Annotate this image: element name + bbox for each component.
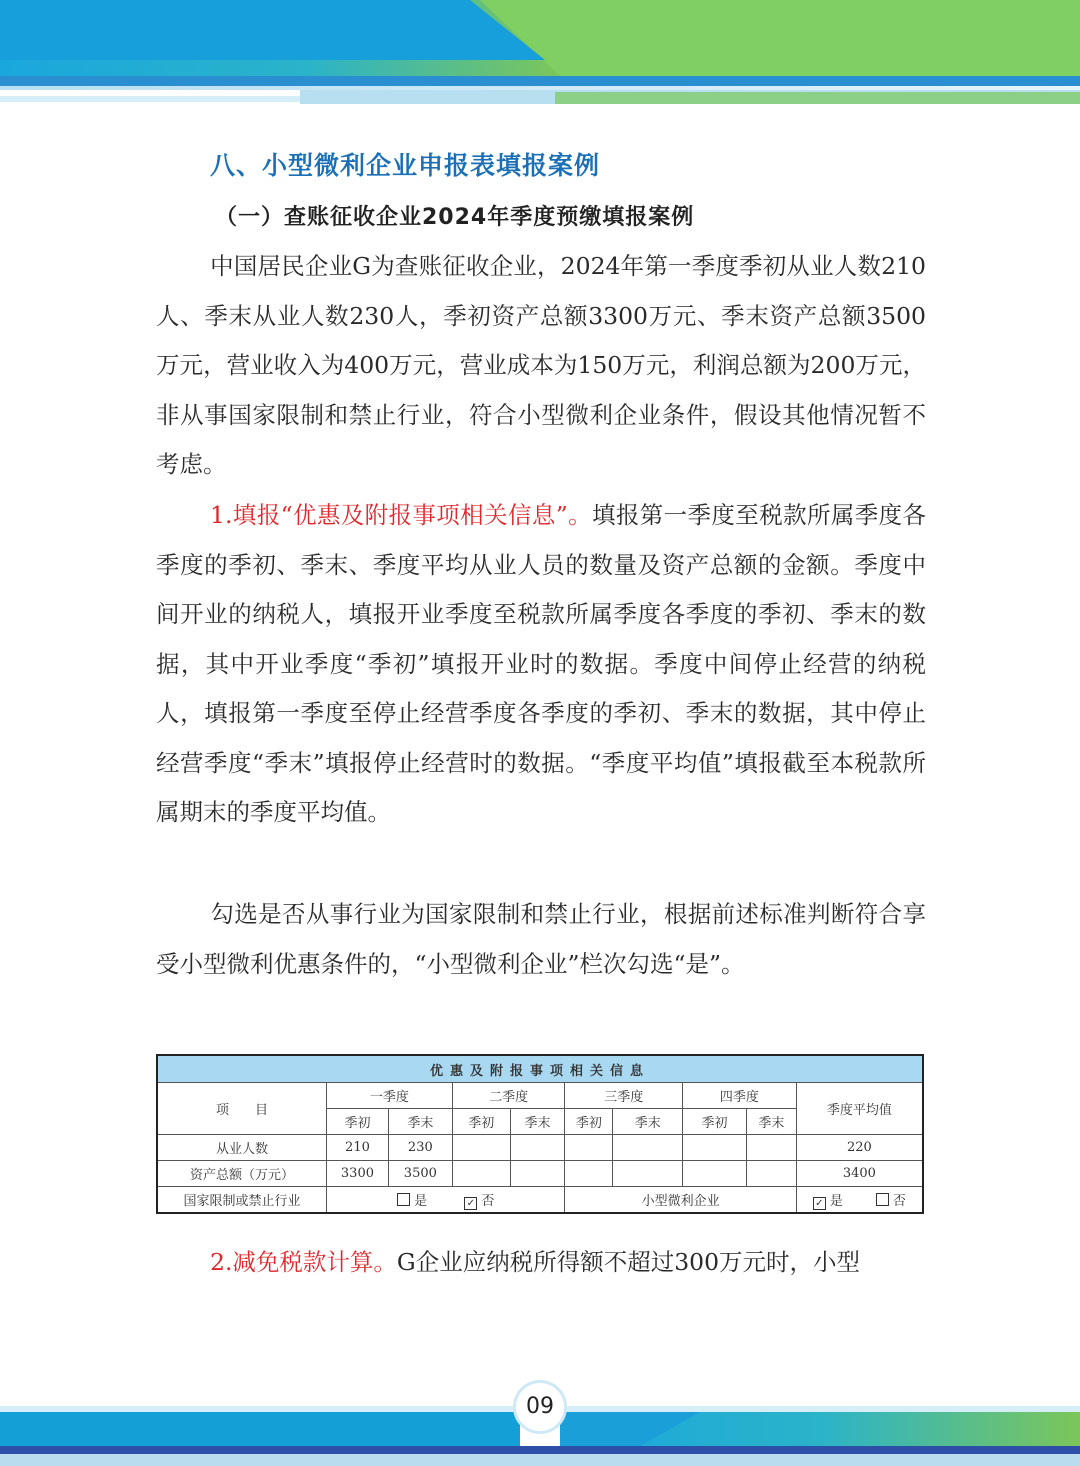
table-cell: 210 bbox=[327, 1135, 389, 1161]
restricted-options bbox=[327, 1187, 565, 1214]
table-cell: 230 bbox=[388, 1135, 452, 1161]
quarter-4-header: 四季度 bbox=[683, 1083, 797, 1109]
avg-cell: 3400 bbox=[796, 1161, 923, 1187]
preferential-info-table bbox=[156, 1054, 924, 1214]
table-cell bbox=[452, 1161, 510, 1187]
page-number: 09 bbox=[513, 1380, 567, 1434]
row-label: 从业人数 bbox=[157, 1135, 327, 1161]
small-micro-no-label: 否 bbox=[892, 1193, 906, 1209]
restricted-no-label: 否 bbox=[481, 1193, 495, 1209]
small-micro-yes-label: 是 bbox=[829, 1193, 843, 1209]
table-cell bbox=[565, 1161, 613, 1187]
row-label: 资产总额（万元） bbox=[157, 1161, 327, 1187]
item-header: 项 目 bbox=[157, 1083, 327, 1135]
paragraph-check-industry bbox=[156, 890, 926, 989]
small-micro-label: 小型微利企业 bbox=[565, 1187, 796, 1214]
paragraph-case-description bbox=[156, 242, 926, 490]
table-cell bbox=[510, 1161, 565, 1187]
table-title: 优惠及附报事项相关信息 bbox=[157, 1055, 923, 1083]
paragraph-tax-calc bbox=[156, 1238, 926, 1288]
small-micro-options bbox=[796, 1187, 923, 1214]
table-cell bbox=[683, 1135, 747, 1161]
restricted-yes-checkbox[interactable] bbox=[397, 1193, 410, 1206]
quarter-3-header: 三季度 bbox=[565, 1083, 683, 1109]
step2-text: G企业应纳税所得额不超过300万元时，小型 bbox=[396, 1248, 861, 1276]
table-cell: 3500 bbox=[388, 1161, 452, 1187]
restricted-label: 国家限制或禁止行业 bbox=[157, 1187, 327, 1214]
info-table-wrapper bbox=[156, 1054, 924, 1214]
table-row-employees bbox=[157, 1135, 923, 1161]
table-cell bbox=[746, 1161, 796, 1187]
table-cell bbox=[613, 1161, 683, 1187]
paragraph-case-text: 中国居民企业G为查账征收企业，2024年第一季度季初从业人数210人、季末从业人数230人，季初资产总额3300万元、季末资产总额3500万元，营业收入为400万元，营业成本为150万元，利润总额为200万元，非从事国家限制和禁止行业，符合小型微利企业条件，假设其他情况暂不考虑。 bbox=[156, 252, 926, 478]
q1-end-header: 季末 bbox=[388, 1109, 452, 1135]
table-cell bbox=[452, 1135, 510, 1161]
q3-end-header: 季末 bbox=[613, 1109, 683, 1135]
restricted-no-checkbox[interactable]: ✓ bbox=[464, 1197, 477, 1210]
top-banner bbox=[0, 0, 1080, 110]
table-cell bbox=[683, 1161, 747, 1187]
quarter-2-header: 二季度 bbox=[452, 1083, 565, 1109]
table-cell bbox=[746, 1135, 796, 1161]
table-row-assets bbox=[157, 1161, 923, 1187]
q1-start-header: 季初 bbox=[327, 1109, 389, 1135]
table-cell bbox=[510, 1135, 565, 1161]
table-cell bbox=[613, 1135, 683, 1161]
table-cell bbox=[565, 1135, 613, 1161]
quarter-1-header: 一季度 bbox=[327, 1083, 453, 1109]
table-cell: 3300 bbox=[327, 1161, 389, 1187]
avg-cell: 220 bbox=[796, 1135, 923, 1161]
restricted-yes-label: 是 bbox=[414, 1193, 428, 1209]
step1-text: 填报第一季度至税款所属季度各季度的季初、季末、季度平均从业人员的数量及资产总额的金额。季度中间开业的纳税人，填报开业季度至税款所属季度各季度的季初、季末的数据，其中开业季度“季初”填报开业时的数据。季度中间停止经营的纳税人，填报第一季度至停止经营季度各季度的季初、季末的数据，其中停止经营季度“季末”填报停止经营时的数据。“季度平均值”填报截至本税款所属期末的季度平均值。 bbox=[156, 501, 927, 826]
table-row-flags bbox=[157, 1187, 923, 1214]
check-industry-text: 勾选是否从事行业为国家限制和禁止行业，根据前述标准判断符合享受小型微利优惠条件的，“小型微利企业”栏次勾选“是”。 bbox=[156, 900, 926, 978]
paragraph-fill-info bbox=[156, 491, 926, 838]
step2-heading: 2.减免税款计算。 bbox=[210, 1248, 397, 1276]
q4-end-header: 季末 bbox=[746, 1109, 796, 1135]
small-micro-no-checkbox[interactable] bbox=[876, 1193, 889, 1206]
section-title: 八、小型微利企业申报表填报案例 bbox=[210, 151, 601, 180]
sub-title: （一）查账征收企业2024年季度预缴填报案例 bbox=[215, 205, 695, 230]
q4-start-header: 季初 bbox=[683, 1109, 747, 1135]
small-micro-yes-checkbox[interactable]: ✓ bbox=[813, 1197, 826, 1210]
q2-end-header: 季末 bbox=[510, 1109, 565, 1135]
avg-header: 季度平均值 bbox=[796, 1083, 923, 1135]
q3-start-header: 季初 bbox=[565, 1109, 613, 1135]
step1-heading: 1.填报“优惠及附报事项相关信息”。 bbox=[210, 501, 592, 529]
q2-start-header: 季初 bbox=[452, 1109, 510, 1135]
